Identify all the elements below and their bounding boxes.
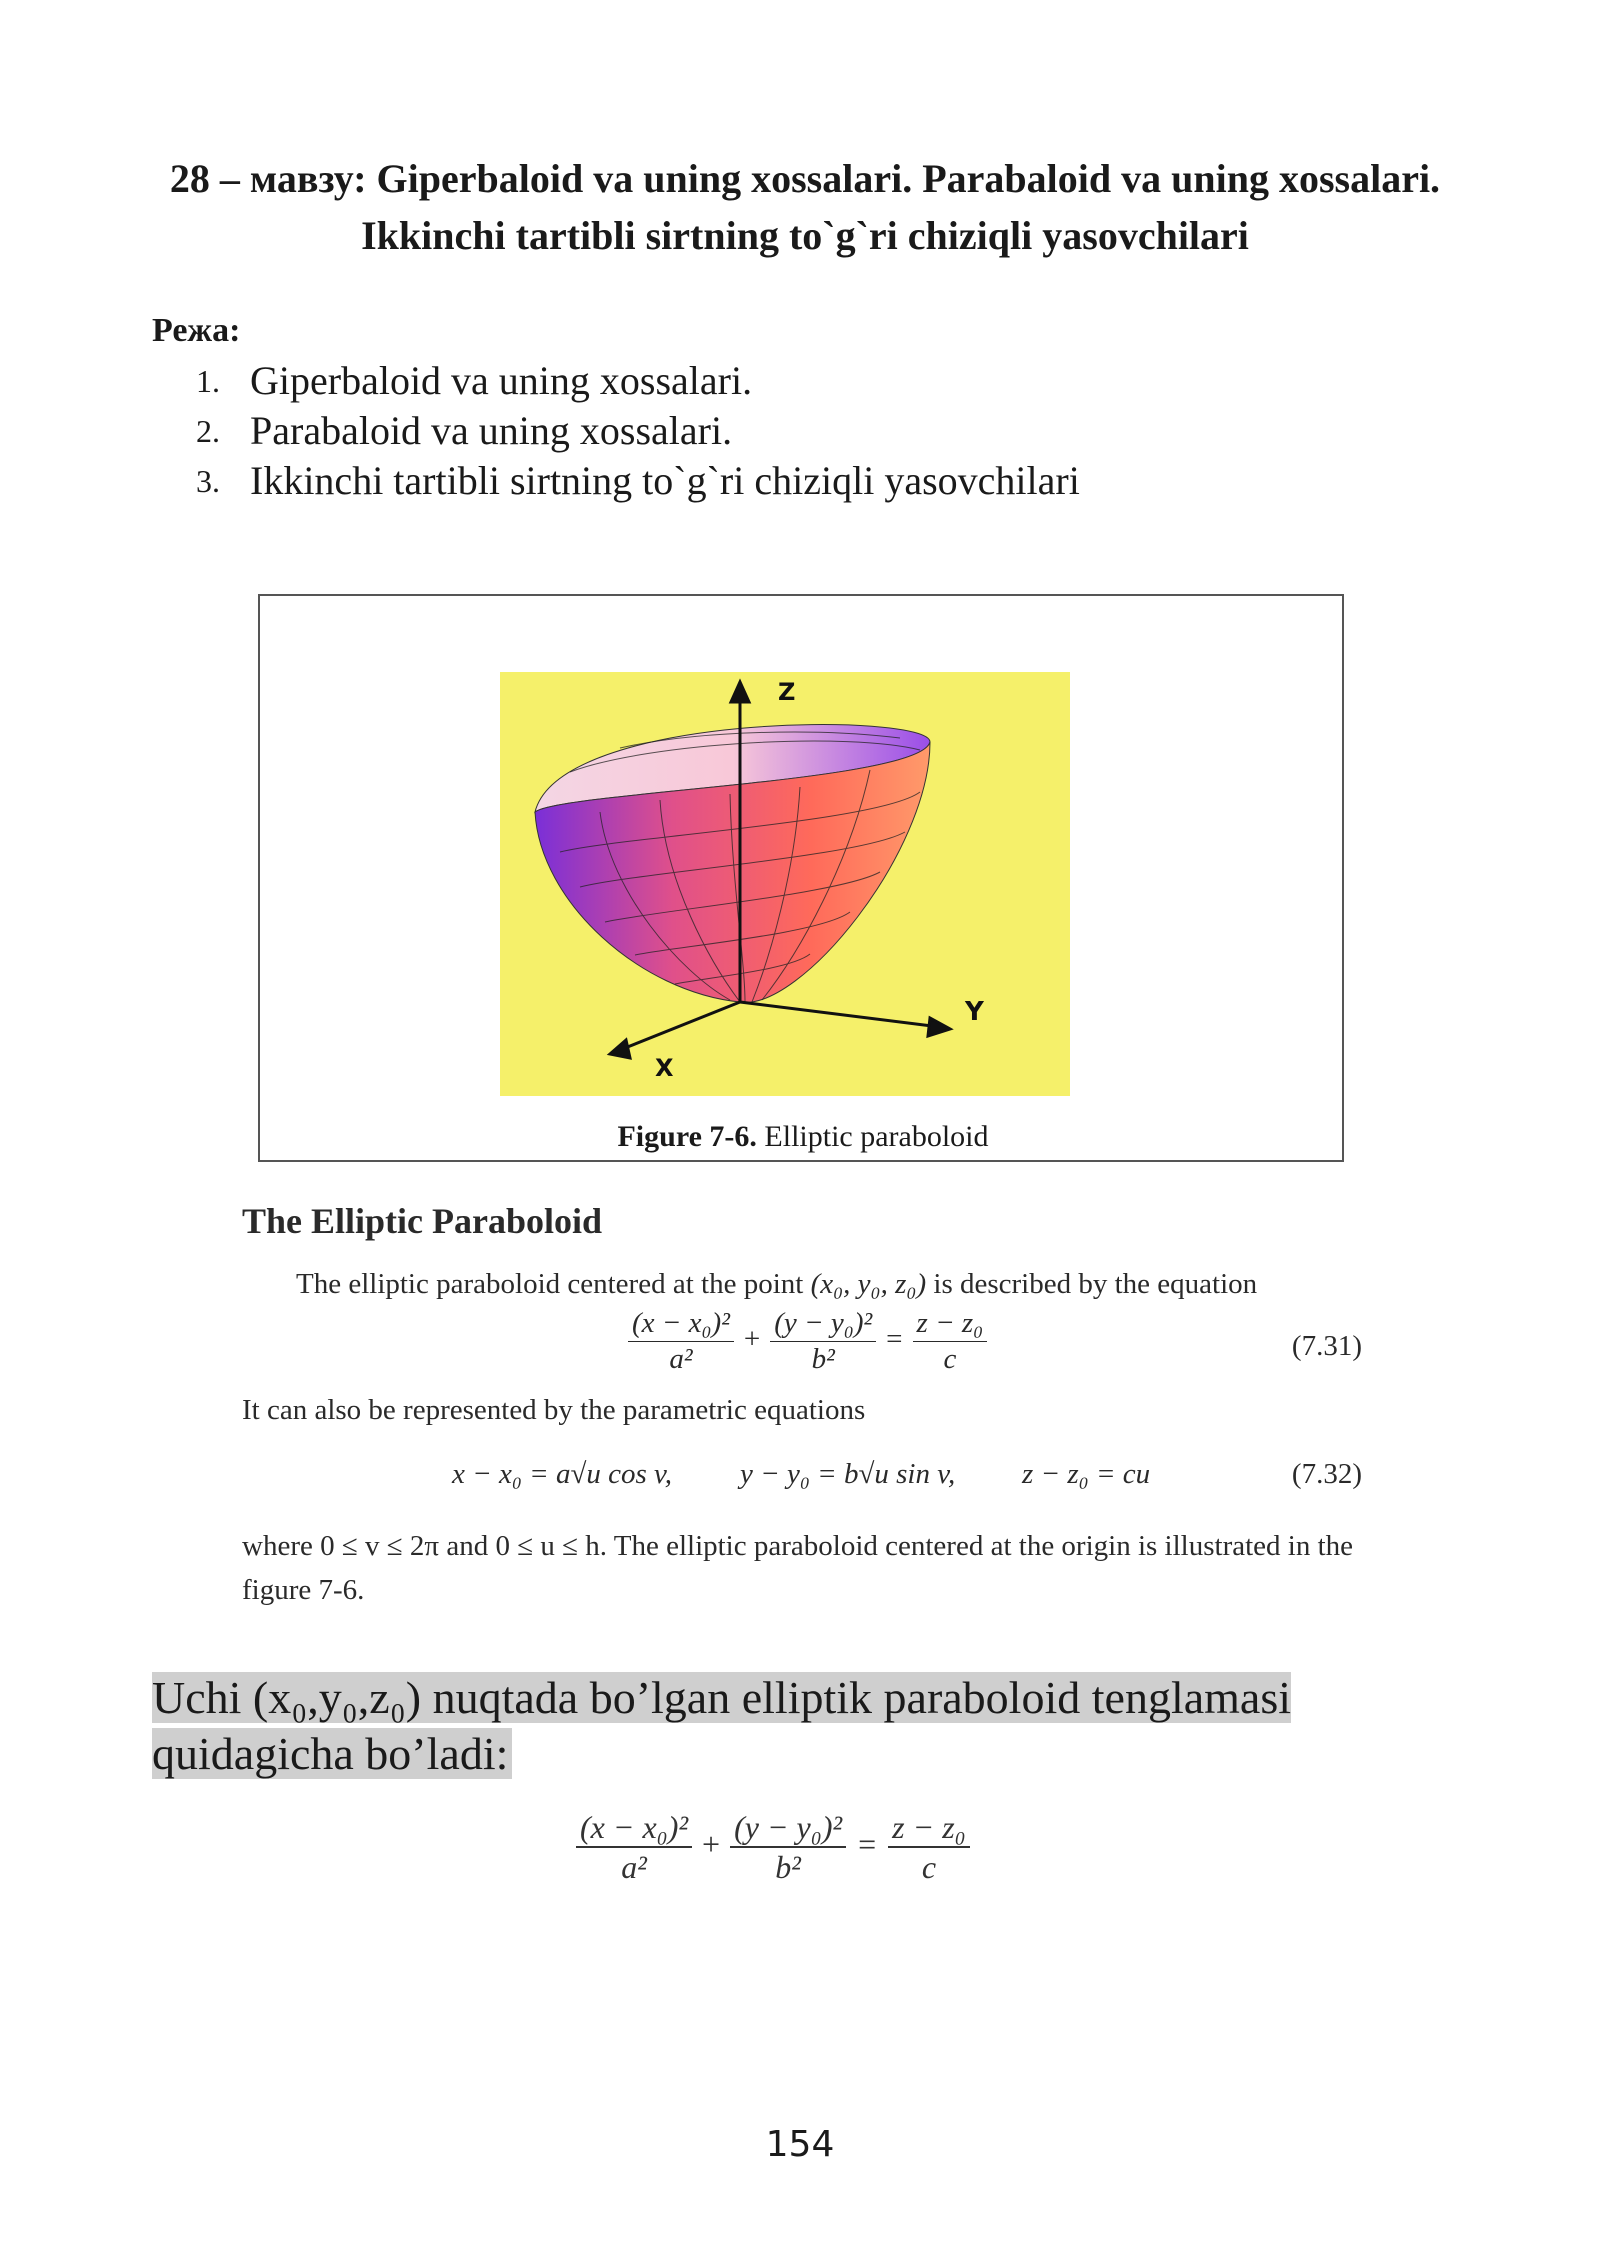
fraction-denominator: a²: [621, 1849, 647, 1886]
figure-caption-label: Figure 7-6.: [617, 1120, 757, 1153]
paragraph-text: is described by the equation: [926, 1268, 1258, 1300]
fraction-numerator: (y − y₀)²: [730, 1808, 846, 1848]
fraction-numerator: z − z₀: [888, 1808, 970, 1848]
plan-item-number: 1.: [196, 363, 220, 399]
equation-7-32: [242, 1432, 1362, 1524]
fraction-denominator: b²: [811, 1342, 835, 1375]
figure-frame: [258, 594, 1344, 1162]
paraboloid-illustration: [500, 672, 1070, 1096]
point-notation: (x₀, y₀, z₀): [810, 1268, 927, 1300]
plan-item-text: Parabaloid va uning xossalari.: [250, 408, 733, 453]
paragraph-text: The elliptic paraboloid centered at the point: [296, 1268, 811, 1300]
plan-item-text: Giperbaloid va uning xossalari.: [250, 358, 753, 403]
fraction-numerator: z − z₀: [913, 1306, 988, 1342]
y-axis-label: Y: [965, 997, 984, 1027]
paragraph: It can also be represented by the parametric equations: [242, 1394, 866, 1426]
plus-sign: +: [743, 1322, 761, 1355]
fraction-denominator: c: [943, 1342, 957, 1375]
plan-item: [196, 356, 1080, 406]
plan-item-number: 2.: [196, 413, 220, 449]
equals-sign: =: [886, 1322, 903, 1355]
parametric-x: x − x₀ = a√u cos v,: [452, 1458, 673, 1490]
equation-number: (7.32): [1291, 1458, 1362, 1490]
parametric-z: z − z₀ = cu: [1022, 1458, 1151, 1490]
z-axis-label: Z: [778, 678, 796, 706]
fraction-numerator: (x − x₀)²: [576, 1808, 692, 1848]
figure-caption: [260, 1120, 1346, 1154]
fraction-denominator: b²: [775, 1849, 801, 1886]
fraction-denominator: c: [921, 1849, 937, 1886]
fraction-denominator: a²: [669, 1342, 693, 1375]
parametric-y: y − y₀ = b√u sin v,: [740, 1458, 956, 1490]
equals-sign: =: [858, 1825, 877, 1862]
plan-heading: Режа:: [152, 312, 241, 349]
highlighted-text: Uchi (x₀,y₀,z₀) nuqtada bo’lgan elliptik paraboloid tenglamasi quidagicha bo’ladi:: [152, 1672, 1292, 1779]
fraction-numerator: (y − y₀)²: [770, 1306, 876, 1342]
equation-number: (7.31): [1291, 1330, 1362, 1362]
figure-caption-text: Elliptic paraboloid: [764, 1120, 989, 1153]
plan-item: [196, 406, 1080, 456]
plan-item-number: 3.: [196, 463, 220, 499]
paragraph: where 0 ≤ v ≤ 2π and 0 ≤ u ≤ h. The elliptic paraboloid centered at the origin is illustrated in the figure 7-6.: [242, 1530, 1354, 1606]
page-number: 154: [765, 2124, 835, 2165]
plan-list: [196, 356, 1080, 506]
textbook-excerpt: [242, 1200, 1362, 1612]
plan-item: [196, 456, 1080, 506]
x-axis-label: X: [655, 1054, 674, 1082]
equation-7-31: [242, 1306, 1362, 1388]
page-title: 28 – мавзу: Giperbaloid va uning xossalari. Parabaloid va uning xossalari. Ikkinchi tartibli sirtning to`g`ri chiziqli yasovchilari: [169, 156, 1441, 258]
section-heading: The Elliptic Paraboloid: [242, 1201, 603, 1241]
uzbek-statement: [152, 1670, 1362, 1782]
equation-body: [622, 1306, 993, 1377]
paragraph: [242, 1262, 1362, 1306]
final-equation: [570, 1808, 976, 1887]
fraction-numerator: (x − x₀)²: [628, 1306, 734, 1342]
plus-sign: +: [702, 1825, 721, 1862]
plan-item-text: Ikkinchi tartibli sirtning to`g`ri chiziqli yasovchilari: [250, 458, 1080, 503]
